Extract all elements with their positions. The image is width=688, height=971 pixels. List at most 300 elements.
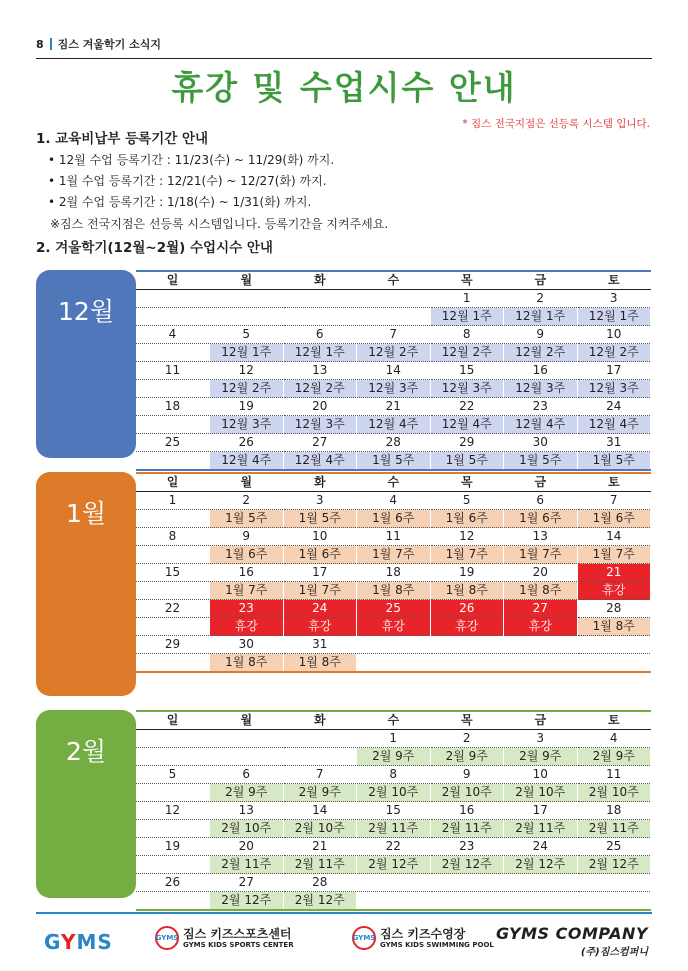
day-number: 10 — [577, 326, 651, 344]
day-number: 31 — [283, 636, 357, 654]
month-label-dec — [36, 270, 136, 458]
day-number: 5 — [136, 766, 210, 784]
calendar-january — [136, 472, 651, 673]
date-row — [136, 766, 651, 784]
page-title: 휴강 및 수업시수 안내 — [171, 68, 517, 107]
holiday-tag: 휴강 — [504, 618, 578, 636]
week-tag-row — [136, 892, 651, 911]
week-tag: 1월 7주 — [577, 546, 651, 564]
day-number: 28 — [357, 434, 431, 452]
week-tag — [136, 654, 210, 673]
week-tag — [136, 618, 210, 636]
weekday-header: 토 — [577, 473, 651, 492]
brand-swimming-pool — [352, 926, 494, 950]
week-tag: 12월 3주 — [577, 380, 651, 398]
week-tag: 2월 12주 — [504, 856, 578, 874]
week-tag-row — [136, 546, 651, 564]
week-tag: 12월 1주 — [504, 308, 578, 326]
week-tag — [504, 654, 578, 673]
week-tag: 1월 6주 — [577, 510, 651, 528]
day-number: 29 — [136, 636, 210, 654]
day-number: 5 — [210, 326, 284, 344]
weekday-header: 토 — [577, 271, 651, 290]
week-tag-row — [136, 582, 651, 600]
week-tag: 12월 4주 — [283, 452, 357, 471]
company-name — [496, 924, 648, 958]
day-number — [357, 290, 431, 308]
day-number — [210, 290, 284, 308]
week-tag: 2월 9주 — [504, 748, 578, 766]
day-number: 2 — [210, 492, 284, 510]
week-tag — [210, 748, 284, 766]
section-2-heading: 2. 겨울학기(12월~2월) 수업시수 안내 — [36, 240, 273, 256]
day-number: 8 — [357, 766, 431, 784]
day-number: 12 — [210, 362, 284, 380]
holiday-tag: 휴강 — [210, 618, 284, 636]
weekday-header: 금 — [504, 711, 578, 730]
week-tag: 12월 4주 — [210, 452, 284, 471]
info-item-dec: • 12월 수업 등록기간 : 11/23(수) ~ 11/29(화) 까지. — [48, 153, 335, 167]
week-tag: 12월 3주 — [504, 380, 578, 398]
footer-rule — [36, 912, 652, 914]
week-tag — [357, 892, 431, 911]
week-tag: 2월 10주 — [283, 820, 357, 838]
weekday-header: 토 — [577, 711, 651, 730]
info-item-jan: • 1월 수업 등록기간 : 12/21(수) ~ 12/27(화) 까지. — [48, 174, 327, 188]
week-tag: 1월 8주 — [357, 582, 431, 600]
registration-note: * 짐스 전국지점은 선등록 시스템 입니다. — [462, 118, 650, 130]
week-tag: 12월 3주 — [283, 416, 357, 434]
week-tag-row — [136, 452, 651, 471]
day-number: 24 — [577, 398, 651, 416]
calendar-december — [136, 270, 651, 471]
weekday-header: 목 — [430, 711, 504, 730]
day-number: 15 — [136, 564, 210, 582]
week-tag-row — [136, 344, 651, 362]
day-number: 15 — [430, 362, 504, 380]
week-tag-row — [136, 784, 651, 802]
day-number — [577, 636, 651, 654]
day-number: 11 — [136, 362, 210, 380]
week-tag: 1월 5주 — [210, 510, 284, 528]
week-tag-row — [136, 748, 651, 766]
brand-name-en: GYMS KIDS SWIMMING POOL — [380, 940, 494, 949]
week-tag: 1월 5주 — [504, 452, 578, 471]
day-number: 30 — [210, 636, 284, 654]
week-tag: 12월 2주 — [357, 344, 431, 362]
logo-letter: MS — [76, 930, 113, 954]
day-number: 23 — [504, 398, 578, 416]
weekday-header: 목 — [430, 473, 504, 492]
day-number: 27 — [210, 874, 284, 892]
day-number: 18 — [136, 398, 210, 416]
week-tag: 1월 5주 — [283, 510, 357, 528]
day-number: 13 — [210, 802, 284, 820]
week-tag: 1월 6주 — [210, 546, 284, 564]
week-tag-row — [136, 308, 651, 326]
day-number: 7 — [577, 492, 651, 510]
day-number: 14 — [357, 362, 431, 380]
day-number: 22 — [357, 838, 431, 856]
date-row — [136, 398, 651, 416]
day-number: 16 — [210, 564, 284, 582]
header-divider — [50, 38, 52, 50]
weekday-header: 화 — [283, 711, 357, 730]
week-tag: 2월 11주 — [357, 820, 431, 838]
week-tag: 2월 11주 — [283, 856, 357, 874]
day-number: 25 — [357, 600, 431, 618]
date-row — [136, 492, 651, 510]
week-tag-row — [136, 380, 651, 398]
week-tag: 2월 10주 — [210, 820, 284, 838]
day-number: 12 — [136, 802, 210, 820]
date-row — [136, 362, 651, 380]
week-tag — [136, 510, 210, 528]
week-tag — [283, 748, 357, 766]
week-tag: 2월 9주 — [283, 784, 357, 802]
month-label-text: 2월 — [65, 737, 107, 766]
weekday-header-row — [136, 271, 651, 290]
week-tag: 2월 10주 — [430, 784, 504, 802]
week-tag: 2월 10주 — [577, 784, 651, 802]
week-tag: 2월 10주 — [357, 784, 431, 802]
weekday-header: 목 — [430, 271, 504, 290]
day-number: 18 — [577, 802, 651, 820]
day-number: 10 — [504, 766, 578, 784]
week-tag: 1월 8주 — [283, 654, 357, 673]
week-tag: 1월 8주 — [504, 582, 578, 600]
calendar-february — [136, 710, 651, 911]
day-number: 4 — [357, 492, 431, 510]
day-number — [136, 730, 210, 748]
day-number: 28 — [577, 600, 651, 618]
weekday-header-row — [136, 473, 651, 492]
weekday-header: 월 — [210, 271, 284, 290]
week-tag — [136, 308, 210, 326]
week-tag: 12월 3주 — [430, 380, 504, 398]
day-number: 25 — [136, 434, 210, 452]
week-tag: 2월 11주 — [504, 820, 578, 838]
day-number: 17 — [577, 362, 651, 380]
day-number: 1 — [136, 492, 210, 510]
week-tag: 2월 9주 — [577, 748, 651, 766]
week-tag: 1월 8주 — [210, 654, 284, 673]
day-number: 11 — [577, 766, 651, 784]
info-item-feb: • 2월 수업 등록기간 : 1/18(수) ~ 1/31(화) 까지. — [48, 195, 312, 209]
day-number: 6 — [504, 492, 578, 510]
day-number: 21 — [577, 564, 651, 582]
day-number — [577, 874, 651, 892]
holiday-tag: 휴강 — [283, 618, 357, 636]
day-number: 3 — [577, 290, 651, 308]
day-number: 23 — [210, 600, 284, 618]
week-tag: 12월 4주 — [504, 416, 578, 434]
week-tag: 12월 4주 — [430, 416, 504, 434]
day-number: 6 — [210, 766, 284, 784]
logo-letter: Y — [60, 930, 77, 954]
week-tag-row — [136, 856, 651, 874]
day-number: 21 — [283, 838, 357, 856]
day-number: 2 — [430, 730, 504, 748]
week-tag: 2월 9주 — [357, 748, 431, 766]
week-tag: 12월 4주 — [357, 416, 431, 434]
day-number: 1 — [357, 730, 431, 748]
weekday-header: 일 — [136, 271, 210, 290]
day-number: 27 — [283, 434, 357, 452]
week-tag: 1월 7주 — [283, 582, 357, 600]
weekday-header: 월 — [210, 711, 284, 730]
day-number: 7 — [283, 766, 357, 784]
week-tag: 2월 9주 — [210, 784, 284, 802]
day-number: 8 — [430, 326, 504, 344]
week-tag: 12월 4주 — [577, 416, 651, 434]
brand-name-kr: 짐스 키즈스포츠센터 — [183, 926, 292, 941]
week-tag: 12월 1주 — [210, 344, 284, 362]
week-tag — [136, 784, 210, 802]
weekday-header: 금 — [504, 473, 578, 492]
day-number — [430, 874, 504, 892]
week-tag: 2월 12주 — [283, 892, 357, 911]
day-number: 5 — [430, 492, 504, 510]
day-number: 10 — [283, 528, 357, 546]
day-number: 20 — [283, 398, 357, 416]
header-rule — [36, 58, 652, 59]
weekday-header: 수 — [357, 473, 431, 492]
day-number — [283, 290, 357, 308]
week-tag: 12월 3주 — [357, 380, 431, 398]
header-section-title: 짐스 겨울학기 소식지 — [57, 38, 161, 51]
week-tag: 2월 12주 — [430, 856, 504, 874]
day-number: 18 — [357, 564, 431, 582]
week-tag: 1월 8주 — [577, 618, 651, 636]
day-number: 22 — [430, 398, 504, 416]
swimming-pool-badge-icon: GYMS — [352, 926, 376, 950]
week-tag — [136, 582, 210, 600]
month-label-jan — [36, 472, 136, 696]
day-number — [357, 636, 431, 654]
sports-center-badge-icon: GYMS — [155, 926, 179, 950]
day-number: 17 — [504, 802, 578, 820]
week-tag: 12월 3주 — [210, 416, 284, 434]
day-number: 28 — [283, 874, 357, 892]
day-number: 24 — [283, 600, 357, 618]
date-row — [136, 290, 651, 308]
day-number: 17 — [283, 564, 357, 582]
date-row — [136, 528, 651, 546]
day-number: 4 — [136, 326, 210, 344]
day-number: 2 — [504, 290, 578, 308]
section-1-heading: 1. 교육비납부 등록기간 안내 — [36, 131, 209, 147]
gyms-logo — [44, 930, 113, 954]
day-number: 12 — [430, 528, 504, 546]
week-tag: 12월 1주 — [283, 344, 357, 362]
day-number: 4 — [577, 730, 651, 748]
day-number: 20 — [504, 564, 578, 582]
day-number: 20 — [210, 838, 284, 856]
week-tag: 1월 7주 — [504, 546, 578, 564]
month-label-feb — [36, 710, 136, 898]
week-tag: 2월 11주 — [430, 820, 504, 838]
day-number: 13 — [283, 362, 357, 380]
week-tag-row — [136, 618, 651, 636]
week-tag: 12월 1주 — [430, 308, 504, 326]
weekday-header: 일 — [136, 473, 210, 492]
date-row — [136, 326, 651, 344]
week-tag-row — [136, 416, 651, 434]
day-number: 19 — [430, 564, 504, 582]
weekday-header: 수 — [357, 271, 431, 290]
day-number: 22 — [136, 600, 210, 618]
week-tag: 1월 7주 — [430, 546, 504, 564]
week-tag-row — [136, 510, 651, 528]
week-tag: 12월 2주 — [283, 380, 357, 398]
day-number: 31 — [577, 434, 651, 452]
day-number: 1 — [430, 290, 504, 308]
week-tag: 12월 2주 — [577, 344, 651, 362]
date-row — [136, 730, 651, 748]
day-number: 11 — [357, 528, 431, 546]
day-number: 8 — [136, 528, 210, 546]
weekday-header: 화 — [283, 271, 357, 290]
week-tag — [283, 308, 357, 326]
week-tag — [136, 892, 210, 911]
week-tag: 12월 1주 — [577, 308, 651, 326]
date-row — [136, 838, 651, 856]
day-number: 27 — [504, 600, 578, 618]
day-number: 23 — [430, 838, 504, 856]
day-number: 7 — [357, 326, 431, 344]
week-tag: 1월 7주 — [210, 582, 284, 600]
week-tag: 1월 5주 — [357, 452, 431, 471]
page-header — [36, 36, 161, 52]
day-number: 21 — [357, 398, 431, 416]
day-number — [136, 290, 210, 308]
week-tag — [136, 416, 210, 434]
day-number: 6 — [283, 326, 357, 344]
week-tag-row — [136, 820, 651, 838]
date-row — [136, 874, 651, 892]
company-name-en: GYMS COMPANY — [496, 924, 648, 943]
day-number: 29 — [430, 434, 504, 452]
brand-sports-center — [155, 926, 294, 950]
week-tag — [357, 654, 431, 673]
weekday-header: 금 — [504, 271, 578, 290]
brand-name-kr: 짐스 키즈수영장 — [380, 926, 466, 941]
month-label-text: 1월 — [65, 499, 107, 528]
week-tag — [136, 452, 210, 471]
day-number: 9 — [430, 766, 504, 784]
holiday-tag: 휴강 — [357, 618, 431, 636]
date-row — [136, 600, 651, 618]
weekday-header: 일 — [136, 711, 210, 730]
day-number: 3 — [504, 730, 578, 748]
day-number: 26 — [210, 434, 284, 452]
week-tag: 1월 6주 — [430, 510, 504, 528]
day-number: 30 — [504, 434, 578, 452]
day-number — [430, 636, 504, 654]
week-tag: 12월 2주 — [504, 344, 578, 362]
week-tag: 2월 10주 — [504, 784, 578, 802]
week-tag — [136, 380, 210, 398]
day-number: 24 — [504, 838, 578, 856]
week-tag: 2월 9주 — [430, 748, 504, 766]
week-tag: 1월 6주 — [357, 510, 431, 528]
day-number — [357, 874, 431, 892]
day-number: 26 — [430, 600, 504, 618]
day-number: 16 — [430, 802, 504, 820]
week-tag: 2월 12주 — [577, 856, 651, 874]
week-tag: 2월 11주 — [210, 856, 284, 874]
weekday-header: 월 — [210, 473, 284, 492]
day-number: 9 — [504, 326, 578, 344]
day-number: 14 — [577, 528, 651, 546]
day-number: 15 — [357, 802, 431, 820]
logo-letter: G — [44, 930, 61, 954]
holiday-tag: 휴강 — [577, 582, 651, 600]
week-tag — [136, 344, 210, 362]
week-tag: 2월 12주 — [357, 856, 431, 874]
date-row — [136, 434, 651, 452]
week-tag: 2월 11주 — [577, 820, 651, 838]
week-tag: 1월 6주 — [504, 510, 578, 528]
week-tag — [210, 308, 284, 326]
week-tag — [430, 654, 504, 673]
day-number: 16 — [504, 362, 578, 380]
day-number: 13 — [504, 528, 578, 546]
week-tag — [136, 820, 210, 838]
day-number: 9 — [210, 528, 284, 546]
weekday-header-row — [136, 711, 651, 730]
day-number: 19 — [210, 398, 284, 416]
day-number — [283, 730, 357, 748]
week-tag — [577, 892, 651, 911]
week-tag: 2월 12주 — [210, 892, 284, 911]
week-tag: 1월 6주 — [283, 546, 357, 564]
holiday-tag: 휴강 — [430, 618, 504, 636]
weekday-header: 수 — [357, 711, 431, 730]
date-row — [136, 636, 651, 654]
day-number: 3 — [283, 492, 357, 510]
week-tag — [136, 748, 210, 766]
company-name-kr: (주)짐스컴퍼니 — [580, 947, 648, 958]
week-tag — [430, 892, 504, 911]
week-tag: 12월 2주 — [430, 344, 504, 362]
page-number: 8 — [36, 37, 44, 51]
week-tag — [577, 654, 651, 673]
day-number: 14 — [283, 802, 357, 820]
day-number: 25 — [577, 838, 651, 856]
week-tag: 12월 2주 — [210, 380, 284, 398]
day-number: 26 — [136, 874, 210, 892]
week-tag — [136, 546, 210, 564]
day-number — [210, 730, 284, 748]
week-tag: 1월 8주 — [430, 582, 504, 600]
week-tag-row — [136, 654, 651, 673]
month-label-text: 12월 — [58, 297, 114, 326]
week-tag: 1월 7주 — [357, 546, 431, 564]
day-number — [504, 874, 578, 892]
brand-name-en: GYMS KIDS SPORTS CENTER — [183, 940, 294, 949]
week-tag: 1월 5주 — [430, 452, 504, 471]
week-tag — [136, 856, 210, 874]
info-note: ※짐스 전국지점은 선등록 시스템입니다. 등록기간을 지켜주세요. — [50, 217, 389, 231]
day-number: 19 — [136, 838, 210, 856]
week-tag — [357, 308, 431, 326]
date-row — [136, 802, 651, 820]
week-tag — [504, 892, 578, 911]
date-row — [136, 564, 651, 582]
week-tag: 1월 5주 — [577, 452, 651, 471]
